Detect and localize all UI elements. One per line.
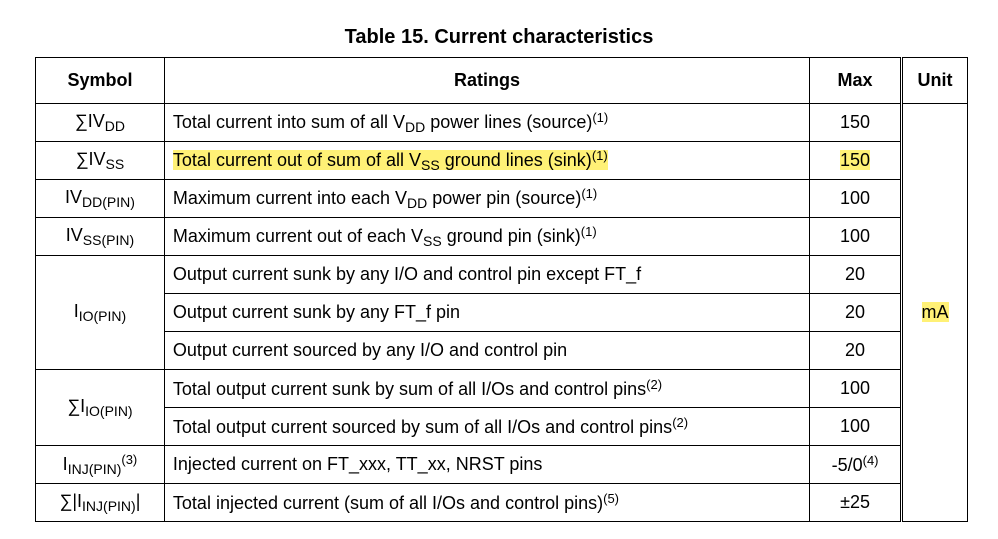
unit-cell	[902, 104, 968, 522]
rating-text-tail: power lines (source)	[425, 112, 593, 132]
rating-text: Total current out of sum of all V	[172, 150, 422, 170]
symbol-cell	[36, 256, 165, 370]
header-row	[36, 58, 968, 104]
header-ratings: Ratings	[164, 58, 809, 104]
rating-note: (1)	[591, 148, 608, 163]
rating-cell	[164, 370, 809, 408]
max-cell: 150	[810, 104, 902, 142]
rating-sub: SS	[423, 233, 442, 249]
max-cell: ±25	[810, 484, 902, 522]
symbol-sub: DD	[104, 118, 125, 134]
max-cell: 100	[810, 408, 902, 446]
rating-cell	[164, 218, 809, 256]
rating-cell	[164, 484, 809, 522]
rating-sub: DD	[407, 195, 428, 211]
symbol-cell	[36, 104, 165, 142]
symbol-cell	[36, 370, 165, 446]
symbol-cell	[36, 484, 165, 522]
rating-text: Maximum current out of each V	[172, 226, 424, 246]
symbol-main: ∑IV	[74, 111, 105, 131]
rating-note: (2)	[672, 415, 689, 430]
symbol-sub: SS	[105, 156, 125, 172]
symbol-main: I	[73, 301, 79, 321]
max-cell: 20	[810, 332, 902, 370]
header-unit: Unit	[902, 58, 968, 104]
table-row	[36, 180, 968, 218]
rating-cell	[164, 142, 809, 180]
unit-value: mA	[921, 302, 949, 322]
table-row	[36, 142, 968, 180]
symbol-sub: IO(PIN)	[85, 403, 133, 419]
rating-note: (1)	[592, 110, 609, 125]
symbol-tail: |	[135, 491, 141, 511]
symbol-sub: IO(PIN)	[78, 308, 127, 324]
max-cell: 20	[810, 256, 902, 294]
rating-note: (2)	[646, 377, 663, 392]
rating-text: Total injected current (sum of all I/Os and control pins)	[172, 493, 604, 513]
rating-note: (1)	[581, 186, 598, 201]
symbol-sub: INJ(PIN)	[67, 461, 122, 477]
table-title: Table 15. Current characteristics	[344, 26, 654, 48]
symbol-main: ∑|I	[59, 491, 83, 511]
symbol-note: (3)	[121, 452, 138, 467]
symbol-cell	[36, 446, 165, 484]
max-value: -5/0	[831, 455, 863, 475]
rating-text-tail: ground pin (sink)	[441, 226, 581, 246]
table-row	[36, 408, 968, 446]
symbol-main: ∑IV	[75, 149, 106, 169]
symbol-main: IV	[65, 187, 83, 207]
rating-note: (5)	[603, 491, 620, 506]
rating-text-tail: power pin (source)	[427, 188, 582, 208]
rating-text: Maximum current into each V	[172, 188, 408, 208]
rating-note: (1)	[580, 224, 597, 239]
symbol-sub: DD(PIN)	[82, 194, 135, 210]
max-note: (4)	[862, 453, 879, 468]
table-row	[36, 294, 968, 332]
highlighted-max: 150	[840, 150, 871, 170]
highlighted-rating	[172, 148, 608, 173]
table-row	[36, 446, 968, 484]
symbol-sub: SS(PIN)	[82, 232, 135, 248]
rating-cell	[164, 104, 809, 142]
max-cell: 20	[810, 294, 902, 332]
rating-cell: Injected current on FT_xxx, TT_xx, NRST pins	[164, 446, 809, 484]
table-row	[36, 484, 968, 522]
header-symbol: Symbol	[36, 58, 165, 104]
max-cell: 100	[810, 180, 902, 218]
header-max: Max	[810, 58, 902, 104]
max-cell: 100	[810, 218, 902, 256]
max-cell	[810, 446, 902, 484]
rating-cell	[164, 180, 809, 218]
table-row	[36, 104, 968, 142]
symbol-cell	[36, 180, 165, 218]
symbol-cell	[36, 142, 165, 180]
current-characteristics-table	[35, 57, 968, 522]
rating-sub: DD	[405, 119, 426, 135]
symbol-sub: INJ(PIN)	[82, 498, 136, 514]
rating-text: Total current into sum of all V	[172, 112, 406, 132]
table-row	[36, 332, 968, 370]
rating-text-tail: ground lines (sink)	[439, 150, 592, 170]
max-cell: 100	[810, 370, 902, 408]
table-row	[36, 218, 968, 256]
rating-cell	[164, 408, 809, 446]
rating-sub: SS	[421, 157, 440, 173]
rating-text: Total output current sourced by sum of all I/Os and control pins	[172, 417, 673, 437]
symbol-main: ∑I	[67, 396, 86, 416]
table-row	[36, 256, 968, 294]
rating-cell: Output current sunk by any I/O and control pin except FT_f	[164, 256, 809, 294]
symbol-cell	[36, 218, 165, 256]
rating-cell: Output current sunk by any FT_f pin	[164, 294, 809, 332]
symbol-main: IV	[65, 225, 83, 245]
rating-text: Total output current sunk by sum of all I/Os and control pins	[172, 379, 647, 399]
rating-cell: Output current sourced by any I/O and control pin	[164, 332, 809, 370]
max-cell	[810, 142, 902, 180]
symbol-main: I	[62, 454, 68, 474]
table-row	[36, 370, 968, 408]
